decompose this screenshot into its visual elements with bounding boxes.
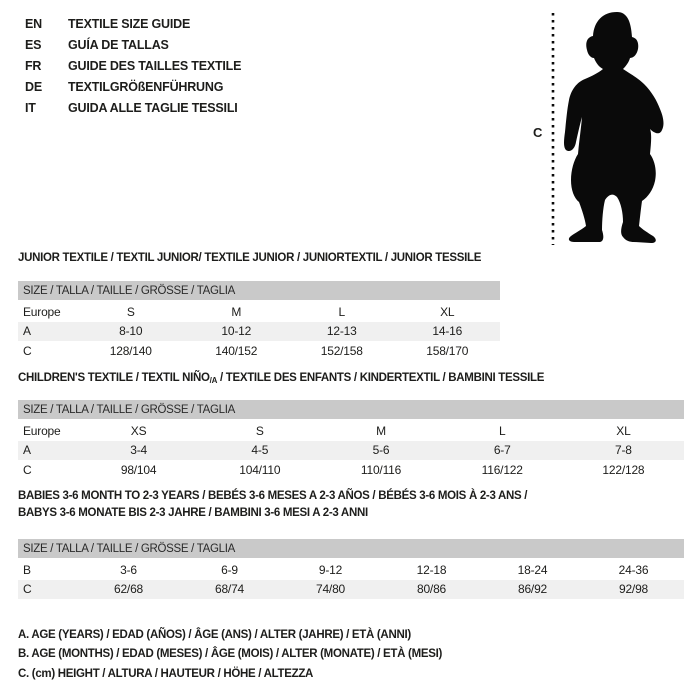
- legend-line-a: A. AGE (YEARS) / EDAD (AÑOS) / ÂGE (ANS) / ALTER (JAHRE) / ETÀ (ANNI): [18, 628, 411, 641]
- baby-silhouette-shape: [564, 12, 663, 243]
- language-row: [25, 34, 241, 55]
- babies-section-title-line2: BABYS 3-6 MONATE BIS 2-3 JAHRE / BAMBINI 3-6 MESI A 2-3 ANNI: [18, 507, 368, 519]
- cell: 14-16: [432, 324, 463, 339]
- children-size-table: [18, 400, 684, 480]
- cell: 116/122: [481, 462, 523, 477]
- cell: 158/170: [426, 343, 469, 358]
- cell: 86/92: [517, 582, 548, 597]
- language-code: EN: [25, 16, 42, 31]
- junior-size-table: [18, 281, 500, 361]
- cell: 6-9: [221, 562, 238, 577]
- height-measure-label: C: [533, 125, 543, 140]
- cell: 152/158: [320, 343, 363, 358]
- language-code: DE: [25, 79, 42, 94]
- language-code: IT: [25, 100, 36, 115]
- table-body: [18, 302, 500, 361]
- cell: 24-36: [618, 562, 649, 577]
- title-part: CHILDREN'S TEXTILE / TEXTIL NIÑO: [18, 372, 210, 384]
- babies-size-table: [18, 539, 684, 599]
- size-header-bar: SIZE / TALLA / TAILLE / GRÖSSE / TAGLIA: [18, 539, 684, 558]
- cell: M: [376, 423, 386, 438]
- table-row: [18, 322, 500, 342]
- table-body: [18, 560, 684, 599]
- cell: 122/128: [602, 462, 645, 477]
- table-body: [18, 421, 684, 480]
- cell: 68/74: [214, 582, 245, 597]
- guide-title: GUIDE DES TAILLES TEXTILE: [68, 58, 242, 73]
- row-label: Europe: [23, 423, 61, 438]
- junior-section-title: JUNIOR TEXTILE / TEXTIL JUNIOR/ TEXTILE JUNIOR / JUNIORTEXTIL / JUNIOR TESSILE: [18, 252, 482, 264]
- cell: 6-7: [493, 443, 511, 458]
- cell: 80/86: [416, 582, 447, 597]
- cell: 10-12: [221, 324, 252, 339]
- cell: 104/110: [239, 462, 281, 477]
- cell: 74/80: [315, 582, 346, 597]
- cell: XS: [130, 423, 147, 438]
- cell: 62/68: [113, 582, 144, 597]
- cell: 9-12: [318, 562, 343, 577]
- row-label: B: [23, 562, 31, 577]
- row-label: A: [23, 324, 31, 339]
- cell: 3-4: [130, 443, 147, 458]
- size-header-bar: SIZE / TALLA / TAILLE / GRÖSSE / TAGLIA: [18, 281, 500, 300]
- title-part: / TEXTILE DES ENFANTS / KINDERTEXTIL / BAMBINI TESSILE: [217, 372, 545, 384]
- language-code: FR: [25, 58, 42, 73]
- guide-title: TEXTILE SIZE GUIDE: [68, 16, 191, 31]
- cell: 4-5: [251, 443, 269, 458]
- guide-title: GUIDA ALLE TAGLIE TESSILI: [68, 100, 238, 115]
- cell: XL: [616, 423, 631, 438]
- cell: 98/104: [120, 462, 157, 477]
- row-label: A: [23, 443, 31, 458]
- cell: M: [231, 304, 242, 319]
- table-row: [18, 441, 684, 461]
- cell: 7-8: [615, 443, 632, 458]
- baby-silhouette: [545, 5, 695, 250]
- table-row: [18, 580, 684, 600]
- cell: S: [126, 304, 135, 319]
- language-code: ES: [25, 37, 42, 52]
- measure-legend: [18, 625, 442, 684]
- row-label: C: [23, 343, 32, 358]
- cell: 128/140: [109, 343, 152, 358]
- table-row: [18, 341, 500, 361]
- cell: L: [498, 423, 506, 438]
- row-label: C: [23, 582, 32, 597]
- cell: 110/116: [360, 462, 402, 477]
- table-row: [18, 302, 500, 322]
- table-row: [18, 421, 684, 441]
- table-row: [18, 460, 684, 480]
- legend-line-b: B. AGE (MONTHS) / EDAD (MESES) / ÂGE (MOIS) / ALTER (MONATE) / ETÀ (MESI): [18, 648, 443, 661]
- row-label: C: [23, 462, 32, 477]
- cell: 12-18: [416, 562, 447, 577]
- cell: 3-6: [120, 562, 137, 577]
- language-title-list: [25, 13, 241, 118]
- row-label: Europe: [23, 304, 61, 319]
- guide-title: TEXTILGRÖßENFÜHRUNG: [68, 79, 224, 94]
- cell: 8-10: [119, 324, 143, 339]
- cell: S: [255, 423, 264, 438]
- cell: 18-24: [517, 562, 548, 577]
- language-row: [25, 13, 241, 34]
- cell: 12-13: [326, 324, 357, 339]
- cell: 140/152: [215, 343, 258, 358]
- size-header-bar: SIZE / TALLA / TAILLE / GRÖSSE / TAGLIA: [18, 400, 684, 419]
- title-subscript: /A: [209, 376, 218, 385]
- language-row: [25, 76, 241, 97]
- cell: L: [338, 304, 345, 319]
- cell: 5-6: [372, 443, 390, 458]
- legend-line-c: C. (cm) HEIGHT / ALTURA / HAUTEUR / HÖHE / ALTEZZA: [18, 667, 314, 680]
- table-row: [18, 560, 684, 580]
- language-row: [25, 55, 241, 76]
- guide-title: GUÍA DE TALLAS: [68, 37, 169, 52]
- language-row: [25, 97, 241, 118]
- children-section-title: [18, 372, 544, 385]
- babies-section-title-line1: BABIES 3-6 MONTH TO 2-3 YEARS / BEBÉS 3-6 MESES A 2-3 AÑOS / BÉBÉS 3-6 MOIS À 2-3 ANS /: [18, 490, 528, 502]
- cell: 92/98: [618, 582, 649, 597]
- cell: XL: [440, 304, 455, 319]
